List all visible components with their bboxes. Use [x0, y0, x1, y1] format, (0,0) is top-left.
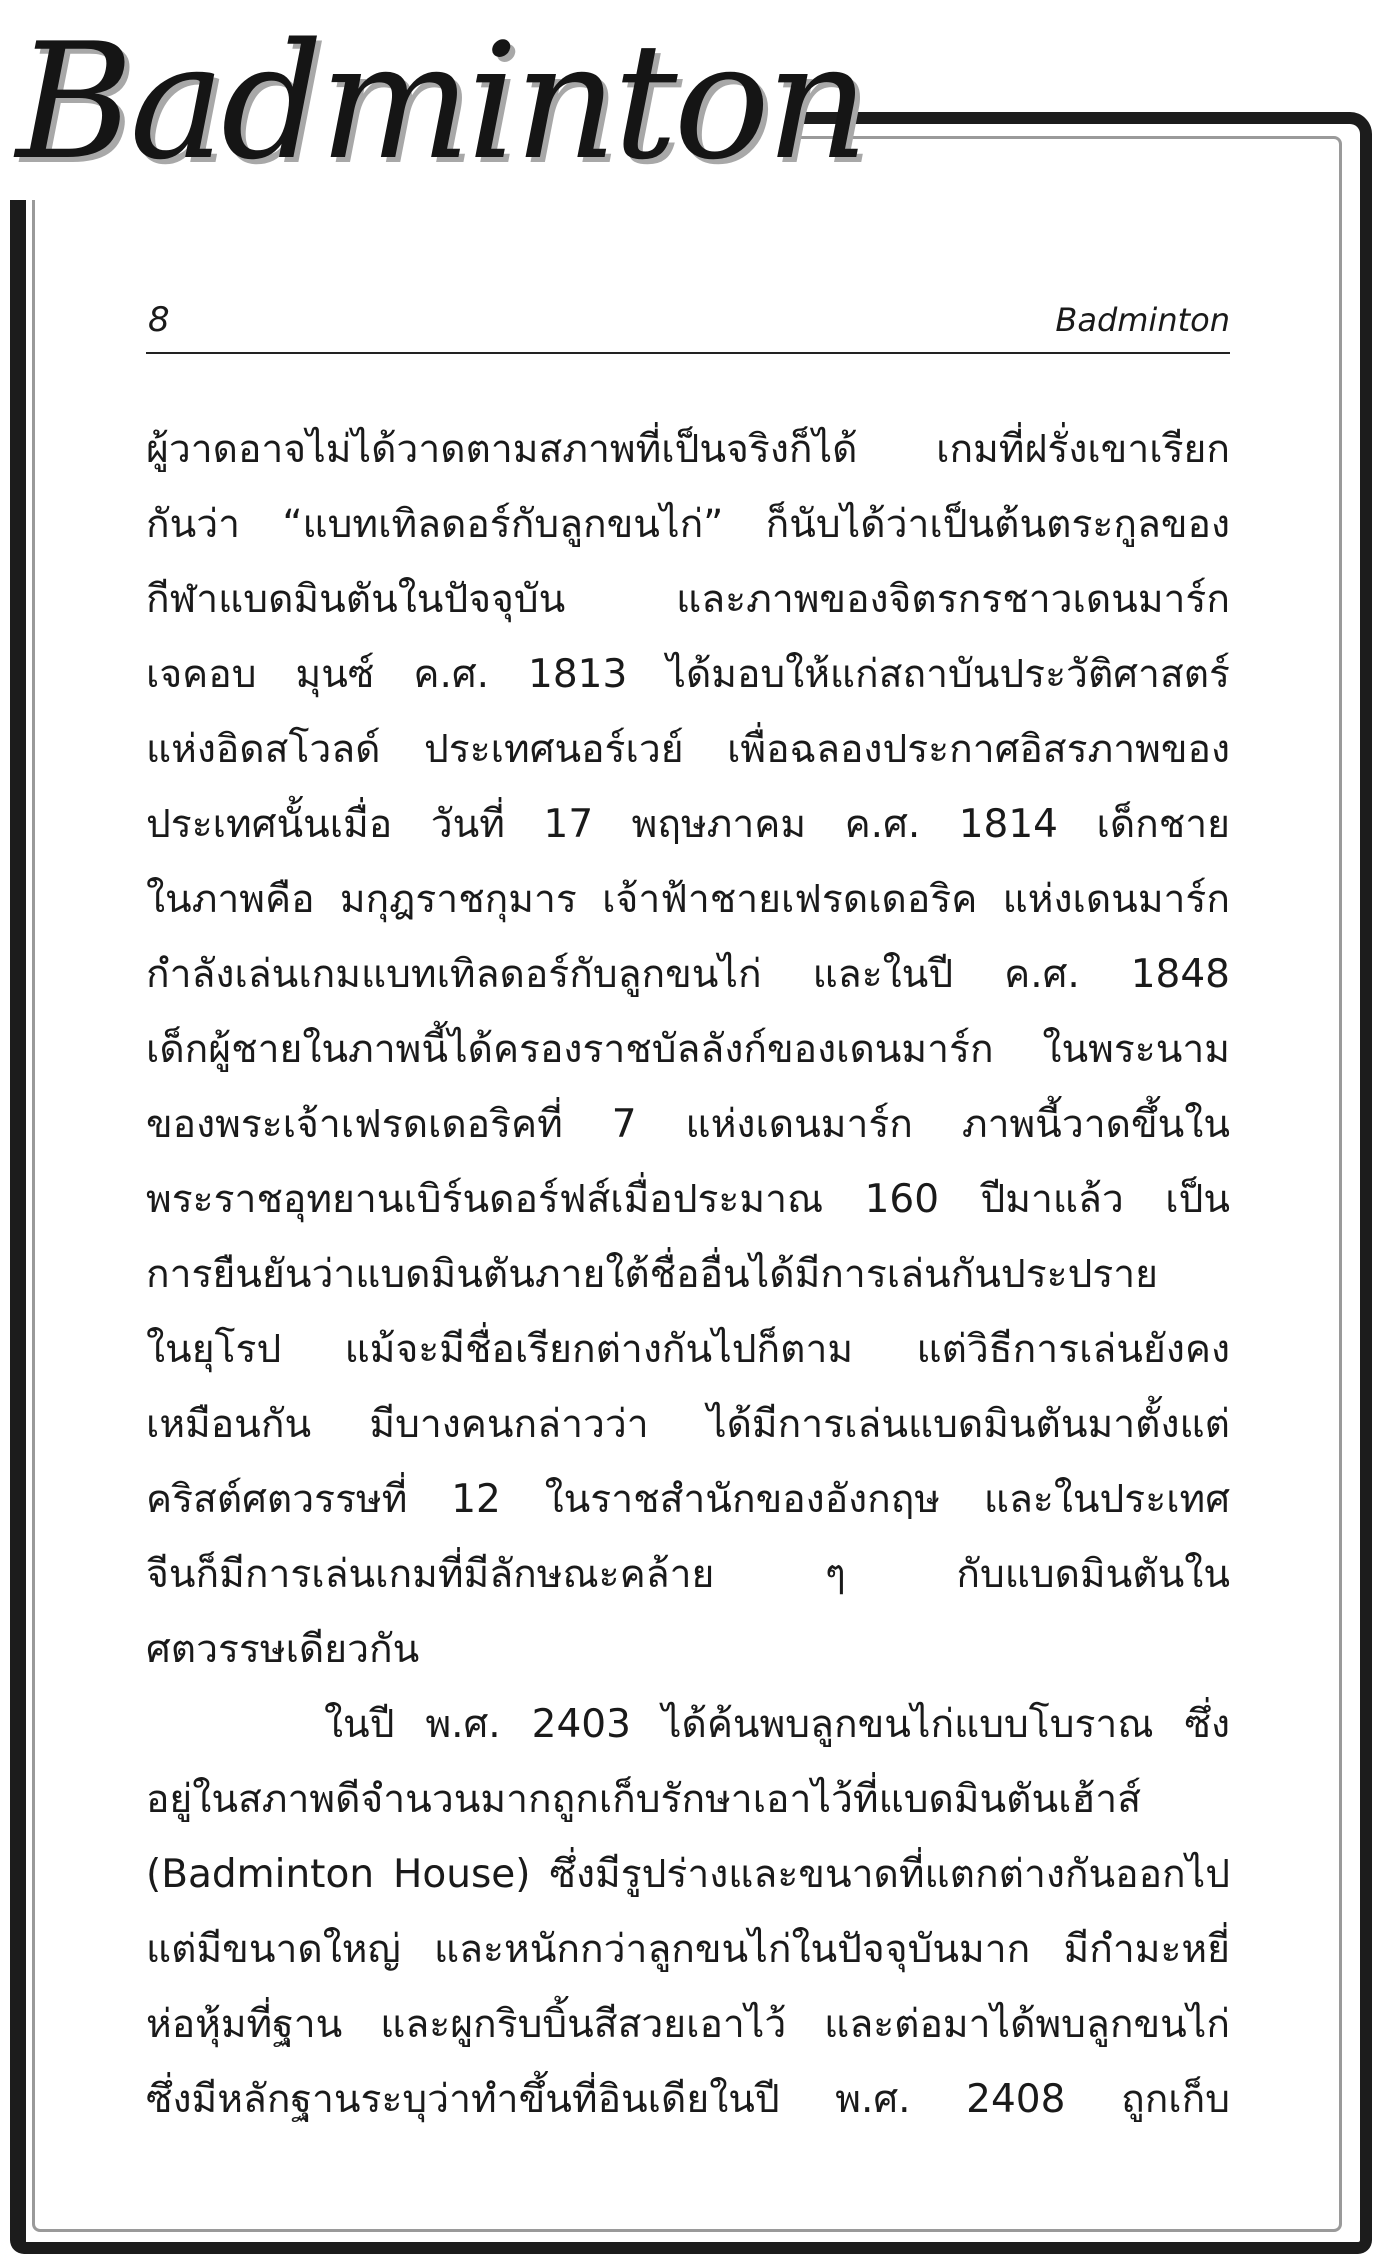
text-line: ในภาพคือ มกุฎราชกุมาร เจ้าฟ้าชายเฟรดเดอริค แห่งเดนมาร์ก: [146, 877, 1230, 922]
text-line: (Badminton House) ซึ่งมีรูปร่างและขนาดที่แตกต่างกันออกไป: [146, 1852, 1230, 1897]
text-line: ห่อหุ้มที่ฐาน และผูกริบบิ้นสีสวยเอาไว้ และต่อมาได้พบลูกขนไก่: [146, 2002, 1230, 2047]
text-line: ของพระเจ้าเฟรดเดอริคที่ 7 แห่งเดนมาร์ก ภาพนี้วาดขึ้นใน: [146, 1102, 1230, 1147]
text-line-paragraph-end: ศตวรรษเดียวกัน: [146, 1627, 420, 1672]
text-line: แห่งอิดสโวลด์ ประเทศนอร์เวย์ เพื่อฉลองประกาศอิสรภาพของ: [146, 727, 1230, 772]
running-header: [146, 288, 1230, 354]
page-number: 8: [148, 300, 170, 340]
text-line: ประเทศนั้นเมื่อ วันที่ 17 พฤษภาคม ค.ศ. 1814 เด็กชาย: [146, 802, 1230, 847]
text-line: กีฬาแบดมินตันในปัจจุบัน และภาพของจิตรกรชาวเดนมาร์ก: [146, 577, 1230, 622]
text-line: ในยุโรป แม้จะมีชื่อเรียกต่างกันไปก็ตาม แต่วิธีการเล่นยังคง: [146, 1327, 1230, 1372]
text-line: อยู่ในสภาพดีจำนวนมากถูกเก็บรักษาเอาไว้ที่แบดมินตันเฮ้าส์: [146, 1777, 1141, 1822]
text-line: พระราชอุทยานเบิร์นดอร์ฟส์เมื่อประมาณ 160 ปีมาแล้ว เป็น: [146, 1177, 1230, 1222]
text-line: จีนก็มีการเล่นเกมที่มีลักษณะคล้าย ๆ กับแบดมินตันใน: [146, 1552, 1230, 1597]
text-line: กำลังเล่นเกมแบทเทิลดอร์กับลูกขนไก่ และในปี ค.ศ. 1848: [146, 952, 1230, 997]
text-line: เด็กผู้ชายในภาพนี้ได้ครองราชบัลลังก์ของเดนมาร์ก ในพระนาม: [146, 1027, 1230, 1072]
text-line: การยืนยันว่าแบดมินตันภายใต้ชื่ออื่นได้มีการเล่นกันประปราย: [146, 1252, 1159, 1297]
text-line: แต่มีขนาดใหญ่ และหนักกว่าลูกขนไก่ในปัจจุบันมาก มีกำมะหยี่: [146, 1927, 1230, 1972]
text-line: ผู้วาดอาจไม่ได้วาดตามสภาพที่เป็นจริงก็ได้ เกมที่ฝรั่งเขาเรียก: [146, 427, 1230, 472]
running-title: Badminton: [1055, 301, 1230, 339]
text-line: กันว่า “แบทเทิลดอร์กับลูกขนไก่” ก็นับได้ว่าเป็นต้นตระกูลของ: [146, 502, 1230, 547]
text-line: เจคอบ มุนซ์ ค.ศ. 1813 ได้มอบให้แก่สถาบันประวัติศาสตร์: [146, 652, 1230, 697]
body-text: [146, 412, 1230, 2137]
book-title-logo: Badminton: [16, 8, 865, 195]
text-line: เหมือนกัน มีบางคนกล่าวว่า ได้มีการเล่นแบดมินตันมาตั้งแต่: [146, 1402, 1230, 1447]
text-line-paragraph-start: ในปี พ.ศ. 2403 ได้ค้นพบลูกขนไก่แบบโบราณ ซึ่ง: [324, 1702, 1230, 1747]
text-line: คริสต์ศตวรรษที่ 12 ในราชสำนักของอังกฤษ และในประเทศ: [146, 1477, 1230, 1522]
text-line: ซึ่งมีหลักฐานระบุว่าทำขึ้นที่อินเดียในปี พ.ศ. 2408 ถูกเก็บ: [146, 2077, 1230, 2122]
